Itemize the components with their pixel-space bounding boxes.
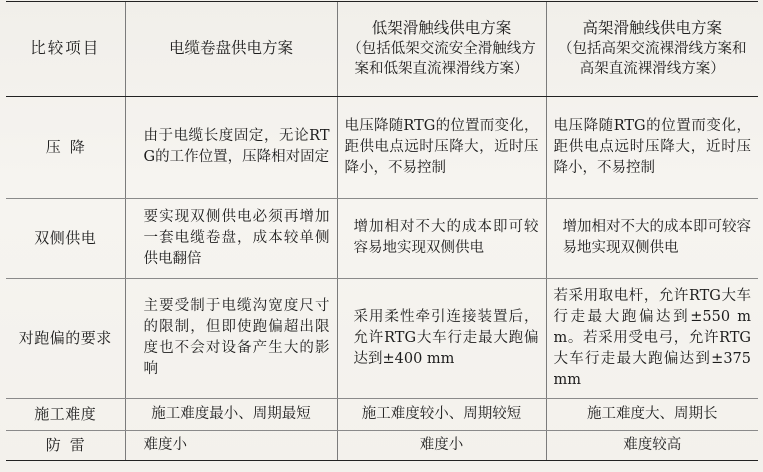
table-row: [6, 398, 758, 430]
cell-high-deviation: 若采用取电杆，允许RTG大车行走最大跑偏达到±550 mm。若采用受电弓，允许RTG大车行走最大跑偏达到±375 mm: [546, 278, 758, 398]
header-low-rail: 低架滑触线供电方案 （包括低架交流安全滑触线方案和低架直流裸滑线方案）: [337, 2, 546, 96]
cell-high-construction: 施工难度大、周期长: [546, 398, 758, 430]
row-label-dual-supply: 双侧供电: [6, 198, 125, 278]
cell-low-construction: 施工难度较小、周期较短: [337, 398, 546, 430]
table-row: [6, 198, 758, 278]
table-row: [6, 278, 758, 398]
header-cable-reel: 电缆卷盘供电方案: [125, 2, 337, 96]
row-label-lightning: 防雷: [6, 430, 125, 460]
cell-cable-dual-supply: 要实现双侧供电必须再增加一套电缆卷盘，成本较单侧供电翻倍: [125, 198, 337, 278]
row-label-construction: 施工难度: [6, 398, 125, 430]
cell-cable-construction: 施工难度最小、周期最短: [125, 398, 337, 430]
cell-high-voltage-drop: 电压降随RTG的位置而变化，距供电点远时压降大，近时压降小，不易控制: [546, 96, 758, 198]
header-high-rail: 高架滑触线供电方案 （包括高架交流裸滑线方案和高架直流裸滑线方案）: [546, 2, 758, 96]
cell-low-dual-supply: 增加相对不大的成本即可较容易地实现双侧供电: [337, 198, 546, 278]
comparison-table: [6, 2, 758, 461]
cell-low-voltage-drop: 电压降随RTG的位置而变化，距供电点远时压降大，近时压降小，不易控制: [337, 96, 546, 198]
cell-high-lightning: 难度较高: [546, 430, 758, 460]
table-row: [6, 430, 758, 460]
cell-cable-deviation: 主要受制于电缆沟宽度尺寸的限制，但即使跑偏超出限度也不会对设备产生大的影响: [125, 278, 337, 398]
table-header-row: [6, 2, 758, 96]
row-label-voltage-drop: 压降: [6, 96, 125, 198]
cell-cable-lightning: 难度小: [125, 430, 337, 460]
cell-cable-voltage-drop: 由于电缆长度固定，无论RTG的工作位置，压降相对固定: [125, 96, 337, 198]
row-label-deviation: 对跑偏的要求: [6, 278, 125, 398]
table-row: [6, 96, 758, 198]
header-item: 比较项目: [6, 2, 125, 96]
cell-low-deviation: 采用柔性牵引连接装置后，允许RTG大车行走最大跑偏达到±400 mm: [337, 278, 546, 398]
cell-low-lightning: 难度小: [337, 430, 546, 460]
cell-high-dual-supply: 增加相对不大的成本即可较容易地实现双侧供电: [546, 198, 758, 278]
